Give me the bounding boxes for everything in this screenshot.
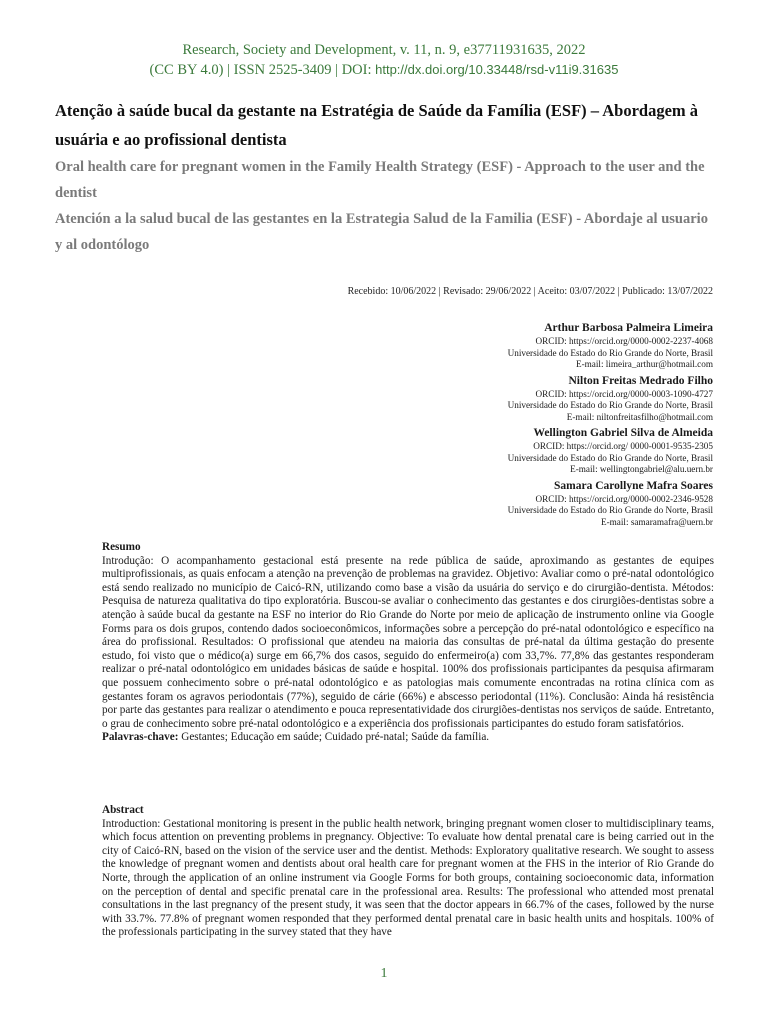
author-email[interactable]: E-mail: niltonfreitasfilho@hotmail.com [566, 411, 713, 422]
author-entry [293, 478, 713, 529]
author-affiliation: Universidade do Estado do Rio Grande do Norte, Brasil [507, 452, 713, 463]
author-email[interactable]: E-mail: samaramafra@uern.br [600, 516, 713, 527]
title-portuguese: Atenção à saúde bucal da gestante na Estratégia de Saúde da Família (ESF) – Abordagem à usuária e ao profissional dentista [55, 101, 699, 149]
page-number: 1 [380, 966, 388, 981]
resumo-heading: Resumo [102, 541, 141, 553]
author-entry [293, 373, 713, 424]
publication-dates: Recebido: 10/06/2022 | Revisado: 29/06/2022 | Aceito: 03/07/2022 | Publicado: 13/07/2022 [347, 286, 713, 297]
abstract-heading: Abstract [102, 804, 144, 816]
keywords-text: Gestantes; Educação em saúde; Cuidado pré-natal; Saúde da família. [178, 731, 490, 744]
journal-citation: Research, Society and Development, v. 11, n. 9, e37711931635, 2022 [182, 42, 586, 58]
author-entry [293, 320, 713, 371]
author-name: Wellington Gabriel Silva de Almeida [533, 427, 713, 439]
author-affiliation: Universidade do Estado do Rio Grande do Norte, Brasil [507, 400, 713, 410]
license-issn: (CC BY 4.0) | ISSN 2525-3409 | DOI: [149, 62, 376, 78]
author-orcid[interactable]: ORCID: https://orcid.org/0000-0002-2237-4068 [535, 336, 713, 346]
journal-header [0, 41, 768, 80]
title-spanish: Atención a la salud bucal de las gestantes en la Estrategia Salud de la Familia (ESF) - Abordaje al usuario y al odontólogo [55, 211, 708, 253]
author-name: Arthur Barbosa Palmeira Limeira [544, 322, 713, 334]
author-orcid[interactable]: ORCID: https://orcid.org/0000-0002-2346-9528 [535, 493, 713, 504]
author-entry [293, 425, 713, 476]
resumo-section [102, 541, 714, 745]
author-affiliation: Universidade do Estado do Rio Grande do Norte, Brasil [507, 505, 713, 515]
license-issn-doi [0, 60, 768, 80]
doi-link[interactable]: http://dx.doi.org/10.33448/rsd-v11i9.31635 [375, 62, 619, 77]
keywords-line [102, 731, 714, 745]
article-titles [55, 96, 715, 258]
author-email[interactable]: E-mail: limeira_arthur@hotmail.com [575, 359, 713, 369]
author-orcid[interactable]: ORCID: https://orcid.org/0000-0003-1090-4727 [535, 388, 713, 399]
author-orcid[interactable]: ORCID: https://orcid.org/ 0000-0001-9535-2305 [533, 441, 713, 451]
resumo-body: Introdução: O acompanhamento gestacional está presente na rede pública de saúde, aproximando as gestantes de equipes multiprofissionais, as quais enfocam a atenção na prevenção de problemas na gravidez. Objetivo: Avaliar como o pré-natal odontológico está sendo realizado no município de Caicó-RN, utilizando como base a visão da usuária do serviço e do cirurgião-dentista. Métodos: Pesquisa de natureza qualitativa do tipo exploratória. Buscou-se avaliar o conhecimento das gestantes e dos cirurgiões-dentistas sobre a atenção à saúde bucal da gestante na ESF no interior do Rio Grande do Norte por meio de aplicação de instrumento online via Google Forms para os dois grupos, contendo dados socioeconômicos, informações sobre a percepção do pré-natal odontológico e específico na área do profissional. Resultados: O profissional que atendeu na maioria das consultas de pré-natal da última gestação do presente estudo, foi visto que o médico(a) surge em 66,7% dos casos, seguido do enfermeiro(a) com 33,7%. 77,8% das gestantes responderam realizar o pré-natal odontológico em unidades básicas de saúde e hospital. 100% dos profissionais participantes da pesquisa afirmaram que possuem conhecimento sobre o pré-natal odontológico e as patologias mais comumente encontradas na rotina clínica com as gestantes foram os agravos periodontais (77%), seguido de cárie (66%) e abscesso periodontal (11%). Conclusão: Ainda há resistência por parte das gestantes para realizar o atendimento e pouca representatividade dos cirurgiões-dentistas nos serviços de saúde. Entretanto, o grau de conhecimento sobre pré-natal odontológico e a experiência dos profissionais participantes do estudo foram satisfatórios. [102, 554, 714, 730]
abstract-section [102, 804, 714, 940]
keywords-label: Palavras-chave: [102, 731, 179, 744]
title-english: Oral health care for pregnant women in the Family Health Strategy (ESF) - Approach to the user and the dentist [55, 159, 705, 201]
author-email[interactable]: E-mail: wellingtongabriel@alu.uern.br [570, 464, 713, 474]
author-affiliation: Universidade do Estado do Rio Grande do Norte, Brasil [507, 347, 713, 358]
author-name: Samara Carollyne Mafra Soares [554, 479, 713, 492]
author-list [293, 320, 713, 530]
author-name: Nilton Freitas Medrado Filho [568, 374, 713, 387]
abstract-body: Introduction: Gestational monitoring is present in the public health network, bringing pregnant women closer to multidisciplinary teams, which focus attention on preventing problems in pregnancy. Objective: To evaluate how dental prenatal care is being carried out in the city of Caicó-RN, based on the vision of the service user and the dentist. Methods: Exploratory qualitative research. We sought to assess the knowledge of pregnant women and dentists about oral health care for pregnant women at the FHS in the interior of Rio Grande do Norte, through the application of an online instrument via Google Forms for both groups, containing socioeconomic data, information on the perception of dental and specific prenatal care in the professional area. Results: The professional who attended most prenatal consultations in the last pregnancy of the present study, it was seen that the doctor appears in 66.7% of the cases, followed by the nurse with 33.7%. 77.8% of pregnant women responded that they performed dental prenatal care in basic health units and hospitals. 100% of the professionals participating in the survey stated that they have [102, 817, 714, 939]
